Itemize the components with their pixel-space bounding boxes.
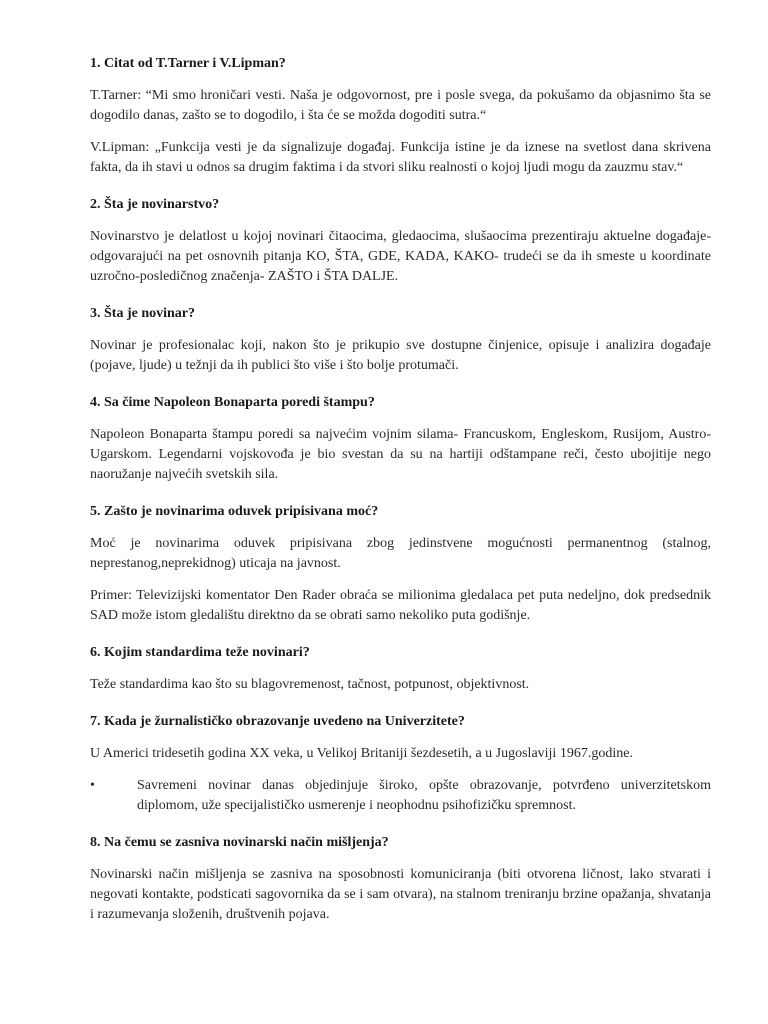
question-heading: 5. Zašto je novinarima oduvek pripisivana moć? — [90, 504, 379, 519]
question-heading: 2. Šta je novinarstvo? — [90, 197, 220, 212]
section-2 — [90, 196, 711, 287]
question-heading: 7. Kada je žurnalističko obrazovanje uvedeno na Univerzitete? — [90, 714, 465, 729]
section-7 — [90, 713, 711, 816]
question-heading: 3. Šta je novinar? — [90, 306, 195, 321]
bullet-icon: • — [90, 778, 95, 793]
section-1 — [90, 55, 711, 178]
answer-paragraph: T.Tarner: “Mi smo hroničari vesti. Naša je odgovornost, pre i posle svega, da pokušamo da objasnimo šta se dogodilo danas, zašto se to dogodilo, i šta će se možda dogoditi sutra.“ — [90, 88, 711, 123]
example-paragraph: Primer: Televizijski komentator Den Rader obraća se milionima gledalaca pet puta nedeljno, dok predsednik SAD može istom gledalištu direktno da se obrati samo nekoliko puta godišnje. — [90, 588, 711, 623]
question-heading: 6. Kojim standardima teže novinari? — [90, 645, 310, 660]
bullet-text: Savremeni novinar danas objedinjuje široko, opšte obrazovanje, potvrđeno univerzitetskom diplomom, uže specijalističko usmerenje i neophodnu psihofizičku spremnost. — [137, 778, 711, 813]
section-5 — [90, 503, 711, 626]
section-4 — [90, 394, 711, 485]
section-6 — [90, 644, 711, 695]
answer-paragraph: V.Lipman: „Funkcija vesti je da signalizuje događaj. Funkcija istine je da iznese na svetlost dana skrivena fakta, da ih stavi u odnos sa drugim faktima i da stvori sliku realnosti o kojoj ljudi mogu da zauzmu stav.“ — [90, 140, 711, 175]
question-heading: 4. Sa čime Napoleon Bonaparta poredi štampu? — [90, 395, 375, 410]
answer-paragraph: Novinarski način mišljenja se zasniva na sposobnosti komuniciranja (biti otvorena ličnost, lako stvarati i negovati kontakte, podsticati sagovornika da se i sam otvara), na stalnom treniranju brzine opažanja, shvatanja i razumevanja složenih, društvenih pojava. — [90, 867, 711, 922]
answer-paragraph: Moć je novinarima oduvek pripisivana zbog jedinstvene mogućnosti permanentnog (stalnog, neprestanog,neprekidnog) uticaja na javnost. — [90, 536, 711, 571]
answer-paragraph: Novinarstvo je delatlost u kojoj novinari čitaocima, gledaocima, slušaocima prezentiraju aktuelne događaje- odgovarajući na pet osnovnih pitanja KO, ŠTA, GDE, KADA, KAKO- trudeći se da ih smeste u koordinate uzročno-posledičnog značenja- ZAŠTO i ŠTA DALJE. — [90, 229, 711, 284]
section-3 — [90, 305, 711, 376]
question-heading: 1. Citat od T.Tarner i V.Lipman? — [90, 56, 286, 71]
bullet-item — [90, 776, 711, 816]
answer-paragraph: U Americi tridesetih godina XX veka, u Velikoj Britaniji šezdesetih, a u Jugoslaviji 1967.godine. — [90, 746, 633, 761]
question-heading: 8. Na čemu se zasniva novinarski način mišljenja? — [90, 835, 389, 850]
answer-paragraph: Novinar je profesionalac koji, nakon što je prikupio sve dostupne činjenice, opisuje i analizira događaje (pojave, ljude) u težnji da ih publici što više i što bolje protumači. — [90, 338, 711, 373]
answer-paragraph: Teže standardima kao što su blagovremenost, tačnost, potpunost, objektivnost. — [90, 677, 530, 692]
answer-paragraph: Napoleon Bonaparta štampu poredi sa najvećim vojnim silama- Francuskom, Engleskom, Rusijom, Austro-Ugarskom. Legendarni vojskovođa je bio svestan da su na hartiji odštampane reči, često ubojitije nego naoružanje najvećih svetskih sila. — [90, 427, 711, 482]
section-8 — [90, 834, 711, 925]
